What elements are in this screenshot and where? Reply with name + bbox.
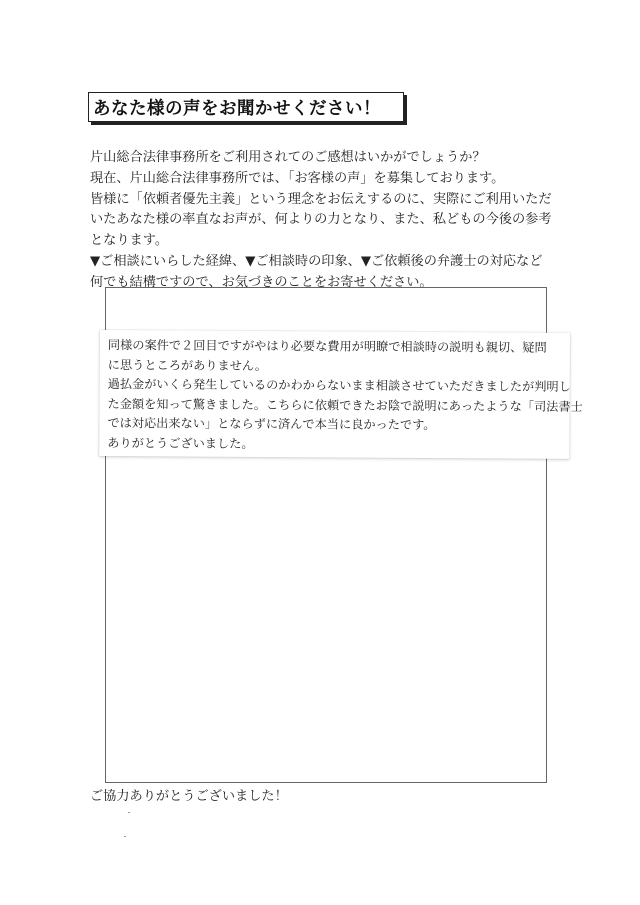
response-line: た金額を知って驚きました。こちらに依頼できたお陰で説明にあったような「司法書士 — [107, 396, 583, 414]
intro-line: となります。 — [90, 233, 169, 249]
pasted-response-strip — [99, 330, 583, 459]
response-line: 過払金がいくら発生しているのかわからないまま相談させていただきましたが判明し — [107, 377, 571, 395]
response-text — [107, 336, 583, 456]
intro-line: 片山総合法律事務所をご利用されてのご感想はいかがでしょうか？ — [90, 150, 486, 165]
intro-line: ▼ご相談にいらした経緯、▼ご相談時の印象、▼ご依頼後の弁護士の対応など — [90, 253, 543, 269]
response-line: に思うところがありません。 — [107, 357, 268, 373]
intro-line: 現在、片山総合法律事務所では、「お客様の声」を募集しております。 — [90, 170, 505, 186]
scan-speck — [128, 812, 130, 813]
scan-speck — [124, 836, 126, 837]
intro-line: 皆様に「依頼者優先主義」という理念をお伝えするのに、実際にご利用いただ — [90, 191, 552, 207]
intro-line: 何でも結構ですので、お気づきのことをお寄せください。 — [90, 274, 433, 290]
response-line: 同様の案件で２回目ですがやはり必要な費用が明瞭で相談時の説明も親切、疑問 — [107, 338, 547, 355]
intro-paragraph — [90, 148, 560, 294]
page-title: あなた様の声をお聞かせください！ — [93, 99, 381, 119]
title-box — [88, 92, 404, 122]
response-line: では対応出来ない」とならずに済んで本当に良かったです。 — [107, 416, 436, 433]
intro-line: いたあなた様の率直なお声が、何よりの力となり、また、私どもの今後の参考 — [90, 212, 552, 228]
closing-message: ご協力ありがとうございました！ — [90, 789, 288, 804]
response-line: ありがとうございました。 — [107, 436, 254, 451]
